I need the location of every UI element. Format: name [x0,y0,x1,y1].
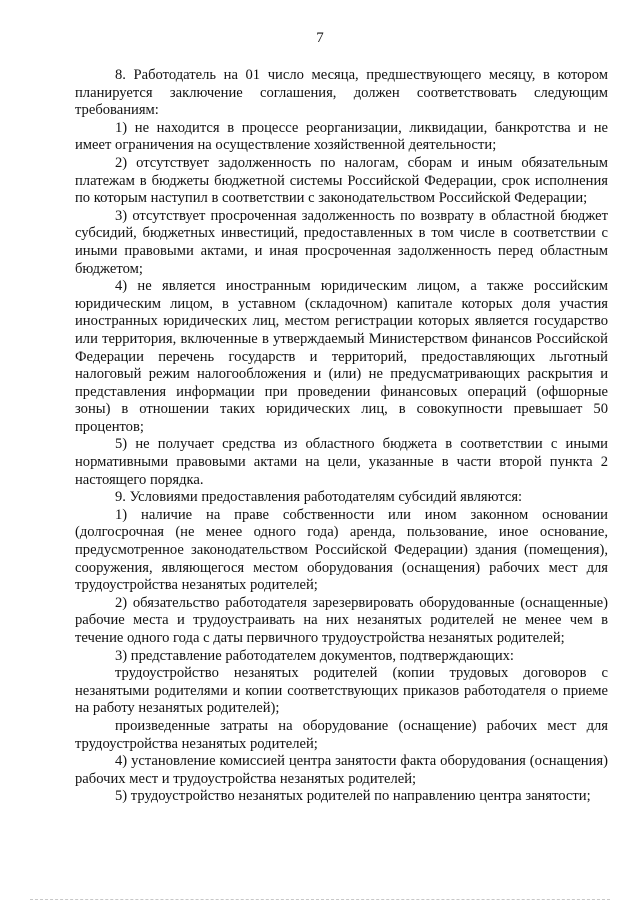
paragraph-clause-9-item-1: 1) наличие на праве собственности или ином законном основании (долгосрочная (не менее одного года) аренда, пользование, иное основание, предусмотренное законодательством Российской Федерации) здания (помещения), сооружения, являющегося местом оборудования (оснащения) рабочих мест для трудоустройства незанятых родителей; [75,506,608,594]
page-number: 7 [316,30,324,46]
paragraph-clause-9-item-3: 3) представление работодателем документов, подтверждающих: [115,647,514,664]
paragraph-clause-8: 8. Работодатель на 01 число месяца, предшествующего месяцу, в котором планируется заключение соглашения, должен соответствовать следующим требованиям: [75,67,608,119]
paragraph-clause-8-item-3: 3) отсутствует просроченная задолженность по возврату в областной бюджет субсидий, бюджетных инвестиций, предоставленных в том числе в соответствии с иными правовыми актами, и иная просроченная задолженность перед областным бюджетом; [75,207,608,277]
paragraph-clause-8-item-1: 1) не находится в процессе реорганизации, ликвидации, банкротства и не имеет ограничения на осуществление хозяйственной деятельности; [75,119,608,154]
paragraph-clause-8-item-4: 4) не является иностранным юридическим лицом, а также российским юридическим лицом, в уставном (складочном) капитале которых доля участия иностранных юридических лиц, местом регистрации которых является государство или территория, включенные в утверждаемый Министерством финансов Российской Федерации перечень государств и территорий, предоставляющих льготный налоговый режим налогообложения и (или) не предусматривающих раскрытия и представления информации при проведении финансовых операций (офшорные зоны) в отношении таких юридических лиц, в совокупности превышает 50 процентов; [75,278,608,435]
document-body [75,67,608,806]
paragraph-clause-9-item-2: 2) обязательство работодателя зарезервировать оборудованные (оснащенные) рабочие места и трудоустраивать на них незанятых родителей не менее чем в течение одного года с даты первичного трудоустройства незанятых родителей; [75,594,608,646]
paragraph-clause-8-item-5: 5) не получает средства из областного бюджета в соответствии с иными нормативными правовыми актами на цели, указанные в части второй пункта 2 настоящего порядка. [75,436,608,488]
paragraph-clause-9-item-5: 5) трудоустройство незанятых родителей по направлению центра занятости; [115,788,591,805]
scan-bottom-edge [30,899,610,901]
paragraph-clause-8-item-2: 2) отсутствует задолженность по налогам, сборам и иным обязательным платежам в бюджеты бюджетной системы Российской Федерации, срок исполнения по которым наступил в соответствии с законодательством Российской Федерации; [75,154,608,207]
paragraph-clause-9-item-3-costs: произведенные затраты на оборудование (оснащение) рабочих мест для трудоустройства незанятых родителей; [75,717,608,752]
paragraph-clause-9-item-3-employment: трудоустройство незанятых родителей (копии трудовых договоров с незанятыми родителями и копии соответствующих приказов работодателя о приеме на работу незанятых родителей); [75,665,608,717]
paragraph-clause-9: 9. Условиями предоставления работодателям субсидий являются: [115,489,523,506]
paragraph-clause-9-item-4: 4) установление комиссией центра занятости факта оборудования (оснащения) рабочих мест и трудоустройства незанятых родителей; [75,753,608,787]
